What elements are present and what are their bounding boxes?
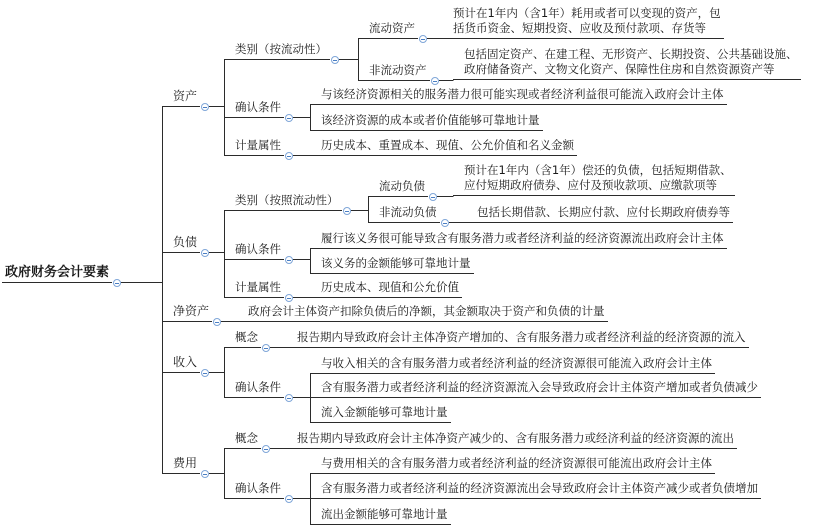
node-asset-ncur-d bbox=[463, 47, 799, 77]
collapse-toggle-icon[interactable] bbox=[429, 193, 437, 201]
collapse-toggle-icon[interactable] bbox=[285, 294, 293, 302]
node-liab-rec: 确认条件 bbox=[235, 241, 281, 256]
node-exp-con-d: 报告期内导致政府会计主体净资产减少的、含有服务潜力或经济利益的经济资源的流出 bbox=[297, 430, 734, 445]
node-liab-cur: 流动负债 bbox=[379, 178, 425, 193]
collapse-toggle-icon[interactable] bbox=[419, 35, 427, 43]
collapse-toggle-icon[interactable] bbox=[285, 256, 293, 264]
collapse-toggle-icon[interactable] bbox=[441, 219, 449, 227]
node-exp: 费用 bbox=[173, 455, 198, 470]
node-liab-cat: 类别（按照流动性） bbox=[235, 192, 339, 207]
node-rev: 收入 bbox=[173, 354, 198, 369]
node-liab-meas: 计量属性 bbox=[235, 279, 281, 294]
collapse-toggle-icon[interactable] bbox=[431, 77, 439, 85]
node-exp-rec-1: 与费用相关的含有服务潜力或者经济利益的经济资源很可能流出政府会计主体 bbox=[321, 455, 712, 470]
node-asset-rec-2: 该经济资源的成本或者价值能够可靠地计量 bbox=[321, 112, 540, 127]
node-asset-meas-d: 历史成本、重置成本、现值、公允价值和名义金额 bbox=[321, 137, 574, 152]
node-asset-rec: 确认条件 bbox=[235, 99, 281, 114]
node-asset-meas: 计量属性 bbox=[235, 137, 281, 152]
node-liab: 负债 bbox=[173, 234, 198, 249]
collapse-toggle-icon[interactable] bbox=[262, 344, 270, 352]
node-root: 政府财务会计要素 bbox=[5, 264, 110, 280]
node-asset-cat: 类别（按流动性） bbox=[235, 41, 327, 56]
node-liab-meas-d: 历史成本、现值和公允价值 bbox=[321, 279, 459, 294]
node-asset-cur: 流动资产 bbox=[369, 20, 415, 35]
node-rev-rec: 确认条件 bbox=[235, 379, 281, 394]
node-liab-ncur-d: 包括长期借款、长期应付款、应付长期政府债券等 bbox=[477, 204, 730, 219]
node-net: 净资产 bbox=[173, 303, 210, 318]
node-asset-ncur: 非流动资产 bbox=[369, 62, 427, 77]
collapse-toggle-icon[interactable] bbox=[285, 495, 293, 503]
collapse-toggle-icon[interactable] bbox=[343, 207, 351, 215]
collapse-toggle-icon[interactable] bbox=[285, 394, 293, 402]
node-liab-cur-d bbox=[463, 163, 733, 193]
node-line: 预计在1年内（含1年）偿还的负债，包括短期借款、 bbox=[464, 163, 732, 177]
node-liab-rec-1: 履行该义务很可能导致含有服务潜力或者经济利益的经济资源流出政府会计主体 bbox=[321, 230, 724, 245]
collapse-toggle-icon[interactable] bbox=[201, 369, 209, 377]
node-line: 应付短期政府债券、应付及预收款项、应缴款项等 bbox=[464, 178, 717, 192]
node-line: 政府储备资产、文物文化资产、保障性住房和自然资源资产等 bbox=[464, 62, 775, 76]
node-asset: 资产 bbox=[173, 88, 198, 103]
node-rev-rec-1: 与收入相关的含有服务潜力或者经济利益的经济资源很可能流入政府会计主体 bbox=[321, 355, 712, 370]
node-line: 括货币资金、短期投资、应收及预付款项、存货等 bbox=[453, 21, 706, 35]
collapse-toggle-icon[interactable] bbox=[285, 152, 293, 160]
node-liab-rec-2: 该义务的金额能够可靠地计量 bbox=[321, 255, 471, 270]
collapse-toggle-icon[interactable] bbox=[213, 318, 221, 326]
node-asset-rec-1: 与该经济资源相关的服务潜力很可能实现或者经济利益很可能流入政府会计主体 bbox=[321, 86, 724, 101]
node-exp-con: 概念 bbox=[235, 430, 258, 445]
collapse-toggle-icon[interactable] bbox=[201, 103, 209, 111]
node-rev-con: 概念 bbox=[235, 329, 258, 344]
collapse-toggle-icon[interactable] bbox=[285, 114, 293, 122]
node-exp-rec-2: 含有服务潜力或者经济利益的经济资源流出会导致政府会计主体资产减少或者负债增加 bbox=[321, 480, 758, 495]
collapse-toggle-icon[interactable] bbox=[262, 445, 270, 453]
node-asset-cur-d bbox=[452, 6, 722, 36]
node-line: 预计在1年内（含1年）耗用或者可以变现的资产，包 bbox=[453, 6, 721, 20]
node-exp-rec-3: 流出金额能够可靠地计量 bbox=[321, 506, 448, 521]
collapse-toggle-icon[interactable] bbox=[113, 279, 121, 287]
node-line: 包括固定资产、在建工程、无形资产、长期投资、公共基础设施、 bbox=[464, 47, 798, 61]
node-rev-rec-3: 流入金额能够可靠地计量 bbox=[321, 404, 448, 419]
node-rev-rec-2: 含有服务潜力或者经济利益的经济资源流入会导致政府会计主体资产增加或者负债减少 bbox=[321, 379, 758, 394]
collapse-toggle-icon[interactable] bbox=[201, 249, 209, 257]
collapse-toggle-icon[interactable] bbox=[201, 470, 209, 478]
node-rev-con-d: 报告期内导致政府会计主体净资产增加的、含有服务潜力或者经济利益的经济资源的流入 bbox=[297, 329, 746, 344]
collapse-toggle-icon[interactable] bbox=[331, 56, 339, 64]
node-net-d: 政府会计主体资产扣除负债后的净额，其金额取决于资产和负债的计量 bbox=[248, 303, 605, 318]
node-liab-ncur: 非流动负债 bbox=[379, 204, 437, 219]
node-exp-rec: 确认条件 bbox=[235, 480, 281, 495]
